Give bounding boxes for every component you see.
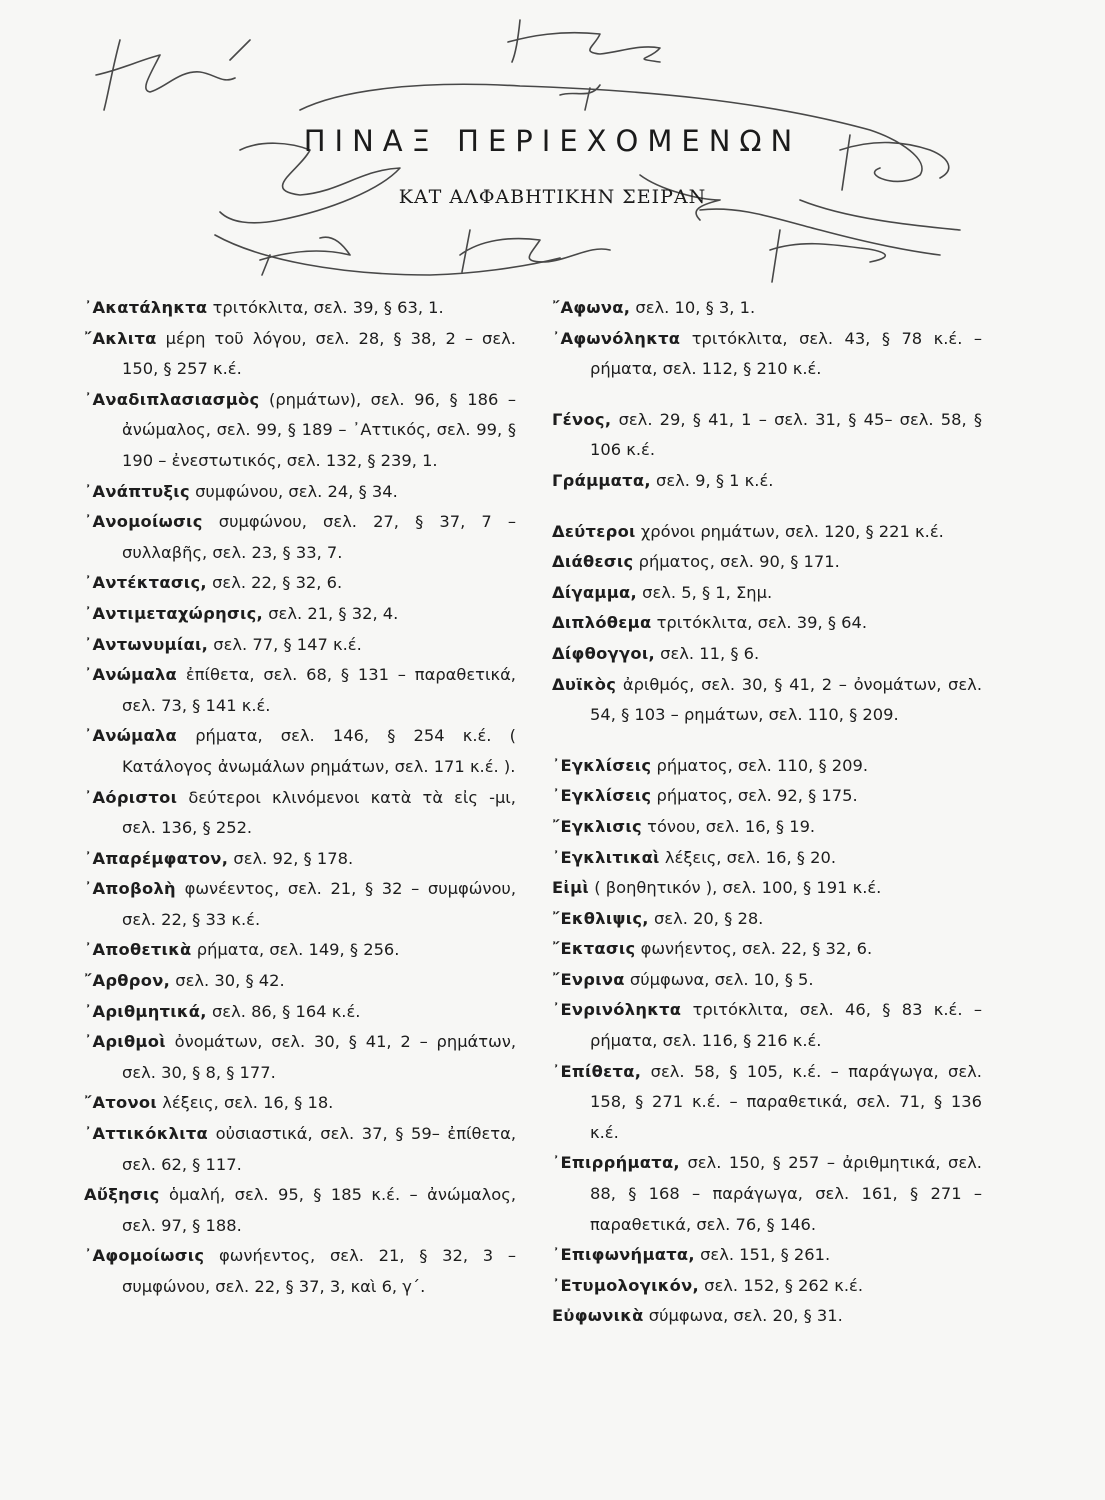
entry-reference: ρήματος, σελ. 90, § 171. [638,552,840,572]
entry-term: Διάθεσις [552,552,634,572]
entry-term: ῎Ακλιτα [84,328,157,348]
entry-reference: σύμφωνα, σελ. 20, § 31. [648,1306,843,1326]
index-entry [552,466,982,497]
entry-reference: σελ. 77, § 147 κ.έ. [213,634,362,654]
index-entry [552,1057,982,1149]
entry-term: ᾿Αφομοίωσις [84,1246,205,1266]
entry-reference: (ρημάτων), σελ. 96, § 186 – ἀνώμαλος, σελ. 99, § 189 – ᾿Αττικός, σελ. 99, § 190 – ἐνεστωτικός, σελ. 132, § 239, 1. [122,389,516,470]
entry-term: Γράμματα, [552,470,651,490]
index-entry [552,812,982,843]
entry-term: ᾿Εγκλίσεις [552,755,652,775]
index-entry [84,721,516,782]
entry-term: ᾿Εγκλίσεις [552,786,652,806]
entry-reference: σελ. 10, § 3, 1. [635,298,756,317]
entry-reference: ρήματα, σελ. 146, § 254 κ.έ. ( Κατάλογος ἀνωμάλων ρημάτων, σελ. 171 κ.έ. ). [122,726,516,776]
entry-reference: σελ. 86, § 164 κ.έ. [211,1001,361,1021]
entry-term: ᾿Αττικόκλιτα [84,1124,209,1144]
entry-term: ᾿Επιρρήματα, [552,1153,680,1173]
index-entry [84,997,516,1028]
entry-reference: σελ. 30, § 42. [175,971,285,991]
entry-term: ᾿Ανάπτυξις [84,481,190,501]
index-entry [84,660,516,721]
signature-10 [700,209,940,255]
entry-term: ᾿Αναδιπλασιασμὸς [84,389,260,409]
index-entry [552,934,982,965]
index-entry [552,578,982,609]
index-column-left [84,293,516,1303]
entry-reference: σελ. 152, § 262 κ.έ. [704,1275,864,1295]
entry-reference: σελ. 151, § 261. [700,1245,831,1265]
index-entry [552,324,982,385]
entry-reference: σελ. 11, § 6. [660,643,760,663]
entry-term: ᾿Επίθετα, [552,1061,642,1081]
entry-term: Δεύτεροι [552,521,636,541]
entry-term: ῎Εκθλιψις, [552,908,649,928]
entry-reference: ( βοηθητικόν ), σελ. 100, § 191 κ.έ. [594,878,882,898]
page-subtitle: ΚΑΤ ΑΛΦΑΒΗΤΙΚΗΝ ΣΕΙΡΑΝ [398,186,707,208]
entry-reference: ρήματος, σελ. 92, § 175. [656,786,858,806]
index-entry [84,477,516,508]
entry-reference: σελ. 21, § 32, 4. [268,603,399,623]
entry-reference: ὁμαλή, σελ. 95, § 185 κ.έ. – ἀνώμαλος, σελ. 97, § 188. [122,1185,516,1235]
entry-term: ᾿Εγκλιτικαὶ [552,847,660,867]
entry-reference: ἐπίθετα, σελ. 68, § 131 – παραθετικά, σελ. 73, § 141 κ.έ. [122,665,516,715]
signature-7 [460,230,610,272]
entry-term: ῎Εκτασις [552,939,636,959]
entry-term: ᾿Ανώμαλα [84,665,178,685]
entry-term: ᾿Αόριστοι [84,787,178,807]
index-entry [552,639,982,670]
index-entry [84,1088,516,1119]
index-entry [552,547,982,578]
index-entry [552,608,982,639]
entry-term: Δίγαμμα, [552,582,637,602]
index-entry [552,843,982,874]
index-entry [552,904,982,935]
index-entry [552,1240,982,1271]
index-entry [84,935,516,966]
entry-reference: σύμφωνα, σελ. 10, § 5. [629,969,814,989]
entry-term: ῎Ατονοι [84,1093,158,1113]
entry-reference: λέξεις, σελ. 16, § 18. [162,1093,334,1113]
index-entry [84,1027,516,1088]
index-entry [84,507,516,568]
entry-reference: οὐσιαστικά, σελ. 37, § 59– ἐπίθετα, σελ. 62, § 117. [122,1124,516,1174]
index-entry [84,844,516,875]
page-title: ΠΙΝΑΞ ΠΕΡΙΕΧΟΜΕΝΩΝ [303,124,802,158]
index-entry [552,1148,982,1240]
entry-reference: σελ. 5, § 1, Σημ. [642,582,773,602]
signature-2 [508,20,660,62]
signature-11 [215,235,560,275]
entry-reference: μέρη τοῦ λόγου, σελ. 28, § 38, 2 – σελ. 150, § 257 κ.έ. [122,328,516,379]
entry-term: ᾿Ανώμαλα [84,726,178,746]
entry-term: Εὐφωνικὰ [552,1306,644,1326]
index-entry [552,1271,982,1302]
entry-term: Δυϊκὸς [552,674,617,694]
entry-term: ῎Αρθρον, [84,971,171,991]
entry-reference: σελ. 92, § 178. [233,848,354,868]
index-entry [552,751,982,782]
entry-term: ῎Αφωνα, [552,298,631,317]
entry-term: Εἰμὶ [552,878,589,898]
index-entry [84,1241,516,1302]
entry-reference: σελ. 20, § 28. [653,908,764,928]
entry-term: ᾿Αντωνυμίαι, [84,634,209,654]
entry-reference: φωνήεντος, σελ. 22, § 32, 6. [640,939,873,959]
index-entry [552,517,982,548]
entry-term: Δίφθογγοι, [552,643,655,663]
entry-reference: τριτόκλιτα, σελ. 43, § 78 κ.έ. – ρήματα, σελ. 112, § 210 κ.έ. [590,328,982,379]
index-entry [84,324,516,385]
entry-term: ᾿Ακατάληκτα [84,298,208,317]
entry-reference: ὀνομάτων, σελ. 30, § 41, 2 – ρημάτων, σελ. 30, § 8, § 177. [122,1032,516,1082]
entry-term: ῎Ενρινα [552,969,625,989]
entry-reference: ἀριθμός, σελ. 30, § 41, 2 – ὀνομάτων, σελ. 54, § 103 – ρημάτων, σελ. 110, § 209. [590,674,982,725]
entry-reference: σελ. 150, § 257 – ἀριθμητικά, σελ. 88, § 168 – παράγωγα, σελ. 161, § 271 – παραθετικά, σελ. 76, § 146. [590,1153,982,1234]
entry-reference: ρήματα, σελ. 149, § 256. [196,940,400,960]
index-entry [552,670,982,731]
entry-term: ᾿Αποθετικὰ [84,940,192,960]
entry-term: Αὔξησις [84,1185,160,1205]
entry-reference: φωνέεντος, σελ. 21, § 32 – συμφώνου, σελ. 22, § 33 κ.έ. [122,879,516,929]
entry-term: ᾿Αριθμοὶ [84,1032,166,1052]
index-entry [84,385,516,477]
entry-reference: συμφώνου, σελ. 24, § 34. [195,481,398,501]
entry-reference: χρόνοι ρημάτων, σελ. 120, § 221 κ.έ. [640,521,944,541]
entry-term: ᾿Ενρινόληκτα [552,1000,682,1020]
signature-1 [96,40,250,110]
entry-reference: σελ. 58, § 105, κ.έ. – παράγωγα, σελ. 158, § 271 κ.έ. – παραθετικά, σελ. 71, § 136 κ.έ. [590,1061,982,1142]
index-column-right [552,293,982,1332]
index-entry [552,995,982,1056]
entry-term: ᾿Επιφωνήματα, [552,1245,695,1265]
index-entry [84,783,516,844]
entry-reference: σελ. 22, § 32, 6. [212,573,343,593]
entry-term: ᾿Αφωνόληκτα [552,328,681,348]
entry-term: Γένος, [552,409,612,429]
index-entry [84,1180,516,1241]
entry-reference: σελ. 29, § 41, 1 – σελ. 31, § 45– σελ. 58, § 106 κ.έ. [590,409,982,460]
entry-reference: ρήματος, σελ. 110, § 209. [656,755,869,775]
index-entry [84,599,516,630]
entry-term: ᾿Αντιμεταχώρησις, [84,603,264,623]
index-entry [84,1119,516,1180]
entry-term: ᾿Ανομοίωσις [84,512,203,532]
entry-term: ῎Εγκλισις [552,816,642,836]
entry-term: Διπλόθεμα [552,613,652,633]
index-entry [84,966,516,997]
entry-reference: τόνου, σελ. 16, § 19. [647,816,816,836]
index-entry [84,630,516,661]
index-entry [552,965,982,996]
entry-reference: δεύτεροι κλινόμενοι κατὰ τὰ εἰς -μι, σελ. 136, § 252. [122,787,516,838]
index-entry [84,293,516,324]
index-entry [84,568,516,599]
entry-reference: λέξεις, σελ. 16, § 20. [664,847,837,867]
entry-reference: σελ. 9, § 1 κ.έ. [656,470,774,490]
entry-term: ᾿Αποβολὴ [84,879,176,899]
entry-reference: τριτόκλιτα, σελ. 46, § 83 κ.έ. – ρήματα, σελ. 116, § 216 κ.έ. [590,1000,982,1051]
entry-term: ᾿Απαρέμφατον, [84,848,229,868]
index-entry [552,781,982,812]
index-entry [552,1301,982,1332]
index-entry [552,405,982,466]
index-entry [552,293,982,324]
entry-reference: συμφώνου, σελ. 27, § 37, 7 – συλλαβῆς, σελ. 23, § 33, 7. [122,512,516,562]
entry-reference: τριτόκλιτα, σελ. 39, § 64. [656,613,868,633]
entry-reference: φωνήεντος, σελ. 21, § 32, 3 – συμφώνου, σελ. 22, § 37, 3, καὶ 6, γ΄. [122,1246,516,1296]
entry-term: ᾿Αντέκτασις, [84,573,207,593]
entry-term: ᾿Ετυμολογικόν, [552,1275,699,1295]
signature-8 [770,230,885,282]
index-entry [84,874,516,935]
entry-reference: τριτόκλιτα, σελ. 39, § 63, 1. [212,298,444,317]
index-entry [552,873,982,904]
entry-term: ᾿Αριθμητικά, [84,1001,207,1021]
